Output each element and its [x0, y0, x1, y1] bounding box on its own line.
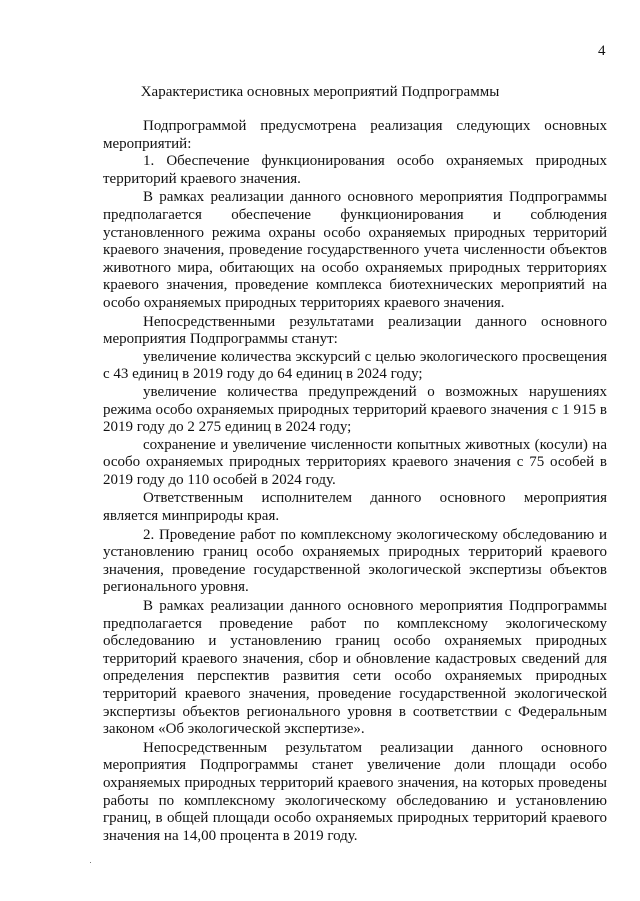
page-number: 4: [598, 43, 606, 59]
paragraph-measure-2-result: Непосредственным результатом реализации данного основного мероприятия Подпрограммы станет увеличение доли площади особо охраняемых природных территорий краевого значения, на которых проведены работы по комплексному экологическому обследованию и установлению границ, в общей площади особо охраняемых природных территорий краевого значения на 14,00 процента в 2019 году.: [103, 739, 607, 844]
paragraph-result-warnings: увеличение количества предупреждений о возможных нарушениях режима особо охраняемых природных территорий краевого значения с 1 915 в 2019 году до 2 275 единиц в 2024 году;: [103, 383, 607, 436]
paragraph-measure-1-results-intro: Непосредственными результатами реализации данного основного мероприятия Подпрограммы станут:: [103, 313, 607, 348]
paragraph-result-excursions: увеличение количества экскурсий с целью экологического просвещения с 43 единиц в 2019 году до 64 единиц в 2024 году;: [103, 348, 607, 383]
paragraph-measure-2-description: В рамках реализации данного основного мероприятия Подпрограммы предполагается проведение работ по комплексному экологическому обследованию и установлению границ особо охраняемых природных территорий краевого значения, сбор и обновление кадастровых сведений для определения перспектив развития сети особо охраняемых природных территорий краевого значения, проведение государственной экологической экспертизы объектов регионального уровня в соответствии с Федеральным законом «Об экологической экспертизе».: [103, 598, 607, 738]
paragraph-measure-1-title: 1. Обеспечение функционирования особо охраняемых природных территорий краевого значения.: [103, 153, 607, 187]
paragraph-result-ungulates: сохранение и увеличение численности копытных животных (косули) на особо охраняемых природных территориях краевого значения с 75 особей в 2019 году до 110 особей в 2024 году.: [103, 436, 607, 488]
paragraph-responsible-executor: Ответственным исполнителем данного основного мероприятия является минприроды края.: [103, 490, 607, 525]
section-heading: Характеристика основных мероприятий Подпрограммы: [140, 84, 500, 100]
scan-speck: [90, 862, 91, 863]
paragraph-intro: Подпрограммой предусмотрена реализация следующих основных мероприятий:: [103, 118, 607, 152]
document-body: [103, 118, 607, 845]
paragraph-measure-2-title: 2. Проведение работ по комплексному экологическому обследованию и установлению границ особо охраняемых природных территорий краевого значения, проведение государственной экологической экспертизы объектов регионального уровня.: [103, 526, 607, 596]
paragraph-measure-1-description: В рамках реализации данного основного мероприятия Подпрограммы предполагается обеспечение функционирования и соблюдения установленного режима охраны особо охраняемых природных территорий краевого значения, проведение государственного учета численности объектов животного мира, обитающих на особо охраняемых природных территориях краевого значения, проведение комплекса биотехнических мероприятий на особо охраняемых природных территориях краевого значения.: [103, 189, 607, 311]
